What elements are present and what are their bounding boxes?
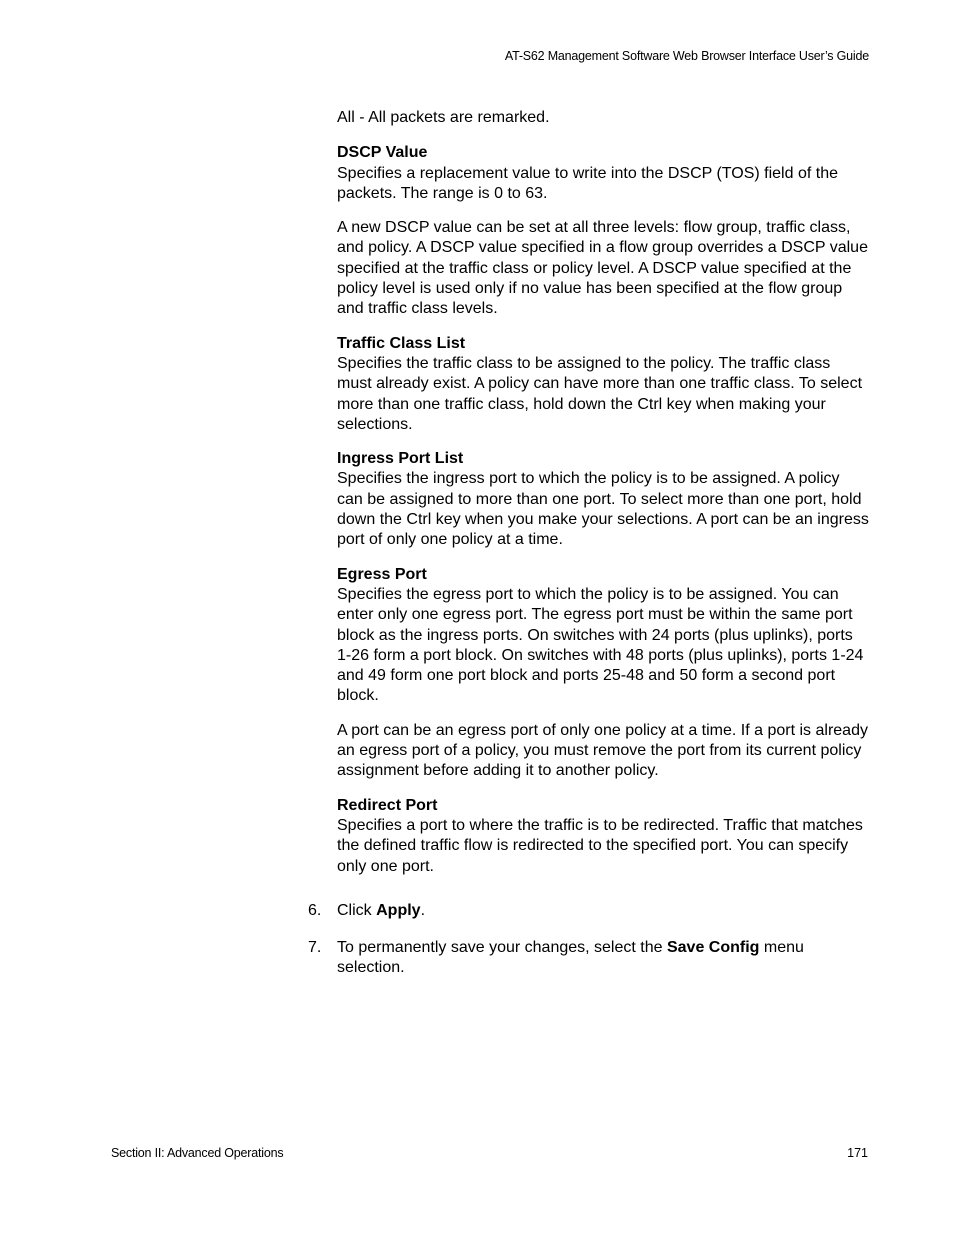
term-description: Specifies a port to where the traffic is to be redirected. Traffic that matches the defined traffic flow is redirected to the specified port. You can specify only one port.	[337, 816, 863, 875]
section-dscp-value	[337, 143, 869, 204]
term-description: Specifies the traffic class to be assigned to the policy. The traffic class must already exist. A policy can have more than one traffic class. To select more than one traffic class, hold down the Ctrl key when making your selections.	[337, 354, 863, 433]
section-traffic-class-list	[337, 334, 869, 435]
step-text: Click	[337, 901, 377, 919]
body-paragraph: A new DSCP value can be set at all three levels: flow group, traffic class, and policy. A DSCP value specified in a flow group overrides a DSCP value specified at the traffic class or policy level. A DSCP value specified at the policy level is used only if no value has been specified at the flow group and traffic class levels.	[337, 219, 868, 318]
step-bold-term: Apply	[376, 901, 421, 919]
page-number: 171	[847, 1146, 868, 1160]
section-ingress-port-list	[337, 449, 869, 550]
body-paragraph: A port can be an egress port of only one policy at a time. If a port is already an egress port of a policy, you must remove the port from its current policy assignment before adding it to another policy.	[337, 721, 868, 780]
step-7	[308, 938, 869, 979]
section-redirect-port	[337, 796, 869, 877]
step-6	[308, 901, 869, 921]
step-text-end: menu selection.	[337, 939, 804, 977]
term-heading: Redirect Port	[337, 796, 438, 814]
intro-paragraph: All - All packets are remarked.	[337, 109, 550, 126]
term-heading: Egress Port	[337, 565, 427, 583]
page-body	[308, 108, 869, 996]
term-description: Specifies a replacement value to write into the DSCP (TOS) field of the packets. The range is 0 to 63.	[337, 164, 838, 202]
term-description: Specifies the ingress port to which the policy is to be assigned. A policy can be assigned to more than one port. To select more than one port, hold down the Ctrl key when you make your selections. A port can be an ingress port of only one policy at a time.	[337, 470, 869, 549]
step-text-end: .	[420, 901, 426, 919]
footer-section-title: Section II: Advanced Operations	[111, 1146, 284, 1160]
step-bold-term: Save Config	[666, 939, 760, 957]
procedure-steps	[308, 901, 869, 979]
term-description: Specifies the egress port to which the policy is to be assigned. You can enter only one egress port. The egress port must be within the same port block as the ingress ports. On switches with 24 ports (plus uplinks), ports 1-26 form a port block. On switches with 48 ports (plus uplinks), ports 1-24 and 49 form one port block and ports 25-48 and 50 form a second port block.	[337, 585, 864, 705]
term-heading: Ingress Port List	[337, 450, 464, 468]
step-number: 6.	[308, 901, 322, 919]
step-number: 7.	[308, 939, 322, 957]
step-text: To permanently save your changes, select the	[337, 939, 667, 957]
section-egress-port	[337, 565, 869, 707]
term-heading: DSCP Value	[337, 144, 428, 162]
term-heading: Traffic Class List	[337, 334, 466, 352]
running-header: AT-S62 Management Software Web Browser Interface User’s Guide	[504, 49, 869, 63]
